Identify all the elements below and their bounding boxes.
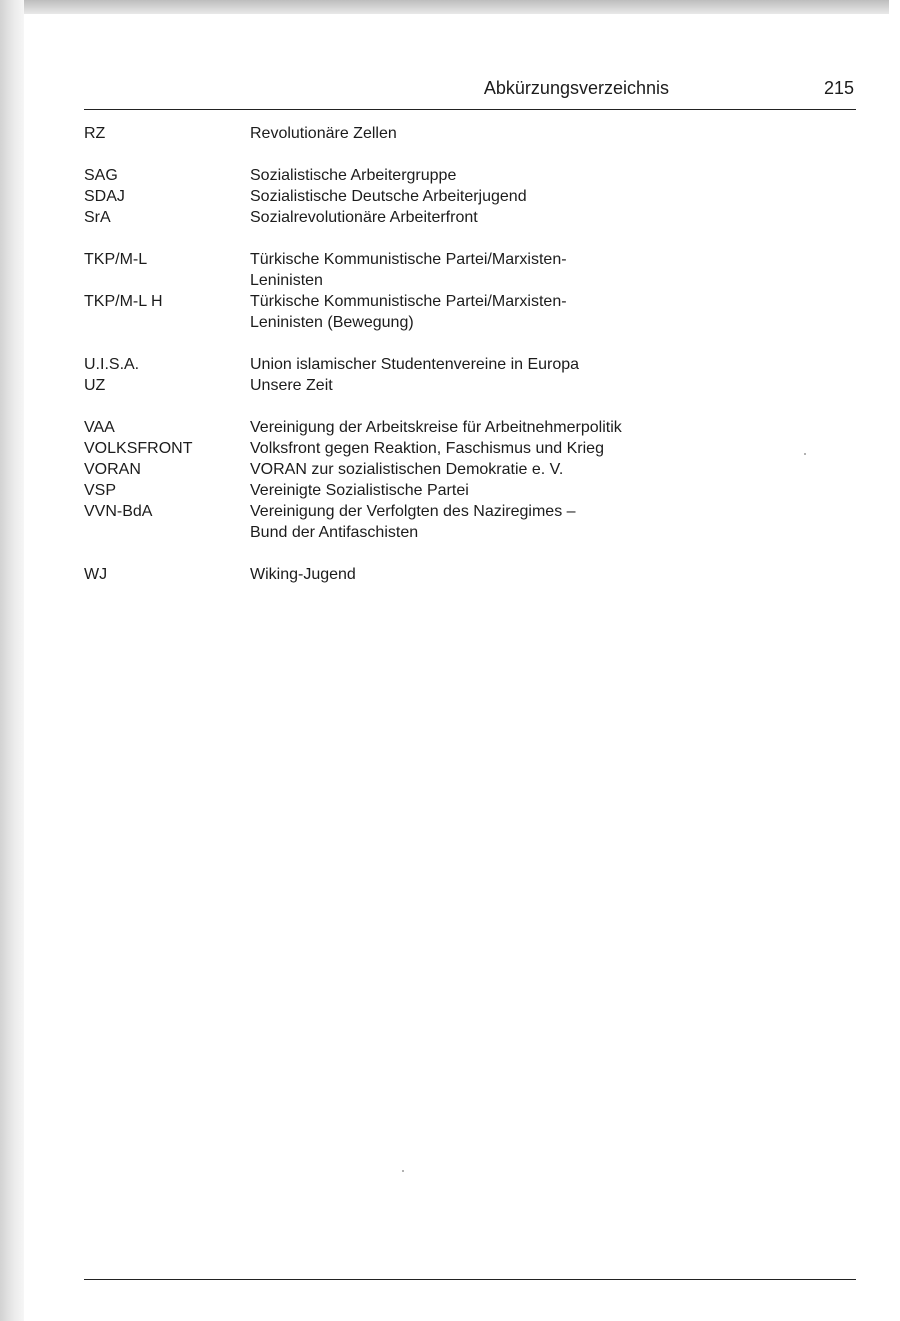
abbreviation: WJ xyxy=(84,566,108,583)
abbreviation-entry-rz xyxy=(84,123,856,144)
abbreviation: VORAN xyxy=(84,461,141,478)
abbreviation-expansion: Wiking-Jugend xyxy=(250,566,356,583)
scan-speck xyxy=(804,453,806,455)
abbreviation: SAG xyxy=(84,167,118,184)
abbreviation: TKP/M-L H xyxy=(84,293,163,310)
scan-edge-left xyxy=(0,0,24,1321)
abbreviation-entry-sra xyxy=(84,207,856,228)
abbreviation-list xyxy=(84,123,856,585)
abbreviation: VSP xyxy=(84,482,117,499)
abbreviation-entry-tkp-ml-h xyxy=(84,291,856,333)
abbreviation-entry-wj xyxy=(84,564,856,585)
abbreviation-expansion: Revolutionäre Zellen xyxy=(250,125,397,142)
page-number: 215 xyxy=(823,78,854,98)
abbreviation-expansion: Sozialistische Arbeitergruppe xyxy=(250,167,457,184)
abbreviation: U.I.S.A. xyxy=(84,356,140,373)
abbreviation-entry-sdaj xyxy=(84,186,856,207)
abbreviation-entry-vaa xyxy=(84,417,856,438)
abbreviation: UZ xyxy=(84,377,106,394)
scan-speck xyxy=(402,1170,404,1172)
scan-edge-top xyxy=(0,0,892,14)
abbreviation-expansion: Sozialrevolutionäre Arbeiterfront xyxy=(250,209,478,226)
abbreviation-entry-voran xyxy=(84,459,856,480)
abbreviation-entry-vsp xyxy=(84,480,856,501)
running-title: Abkürzungsverzeichnis xyxy=(483,78,669,98)
abbreviation-entry-tkp-ml xyxy=(84,249,856,291)
abbreviation: SrA xyxy=(84,209,111,226)
abbreviation: VVN-BdA xyxy=(84,503,153,520)
abbreviation-expansion: VORAN zur sozialistischen Demokratie e. V. xyxy=(250,461,564,478)
abbreviation-entry-uz xyxy=(84,375,856,396)
abbreviation-expansion: Vereinigung der Arbeitskreise für Arbeitnehmerpolitik xyxy=(250,419,622,436)
abbreviation-expansion: Sozialistische Deutsche Arbeiterjugend xyxy=(250,188,527,205)
abbreviation-entry-volksfront xyxy=(84,438,856,459)
abbreviation: VOLKSFRONT xyxy=(84,440,193,457)
abbreviation-expansion: Türkische Kommunistische Partei/Marxisten- Leninisten (Bewegung) xyxy=(250,293,567,331)
scan-edge-right xyxy=(889,0,900,1321)
footer-rule xyxy=(84,1279,856,1280)
abbreviation: SDAJ xyxy=(84,188,125,205)
abbreviation-expansion: Türkische Kommunistische Partei/Marxisten- Leninisten xyxy=(250,251,567,289)
abbreviation-expansion: Vereinigte Sozialistische Partei xyxy=(250,482,469,499)
abbreviation: RZ xyxy=(84,125,106,142)
abbreviation-expansion: Unsere Zeit xyxy=(250,377,333,394)
abbreviation-entry-vvn-bda xyxy=(84,501,856,543)
abbreviation-expansion: Union islamischer Studentenvereine in Europa xyxy=(250,356,580,373)
header-rule xyxy=(84,109,856,110)
abbreviation: TKP/M-L xyxy=(84,251,148,268)
abbreviation-expansion: Volksfront gegen Reaktion, Faschismus und Krieg xyxy=(250,440,604,457)
abbreviation-entry-uisa xyxy=(84,354,856,375)
page-header xyxy=(84,78,856,102)
abbreviation-entry-sag xyxy=(84,165,856,186)
abbreviation: VAA xyxy=(84,419,115,436)
abbreviation-expansion: Vereinigung der Verfolgten des Naziregimes – Bund der Antifaschisten xyxy=(250,503,576,541)
